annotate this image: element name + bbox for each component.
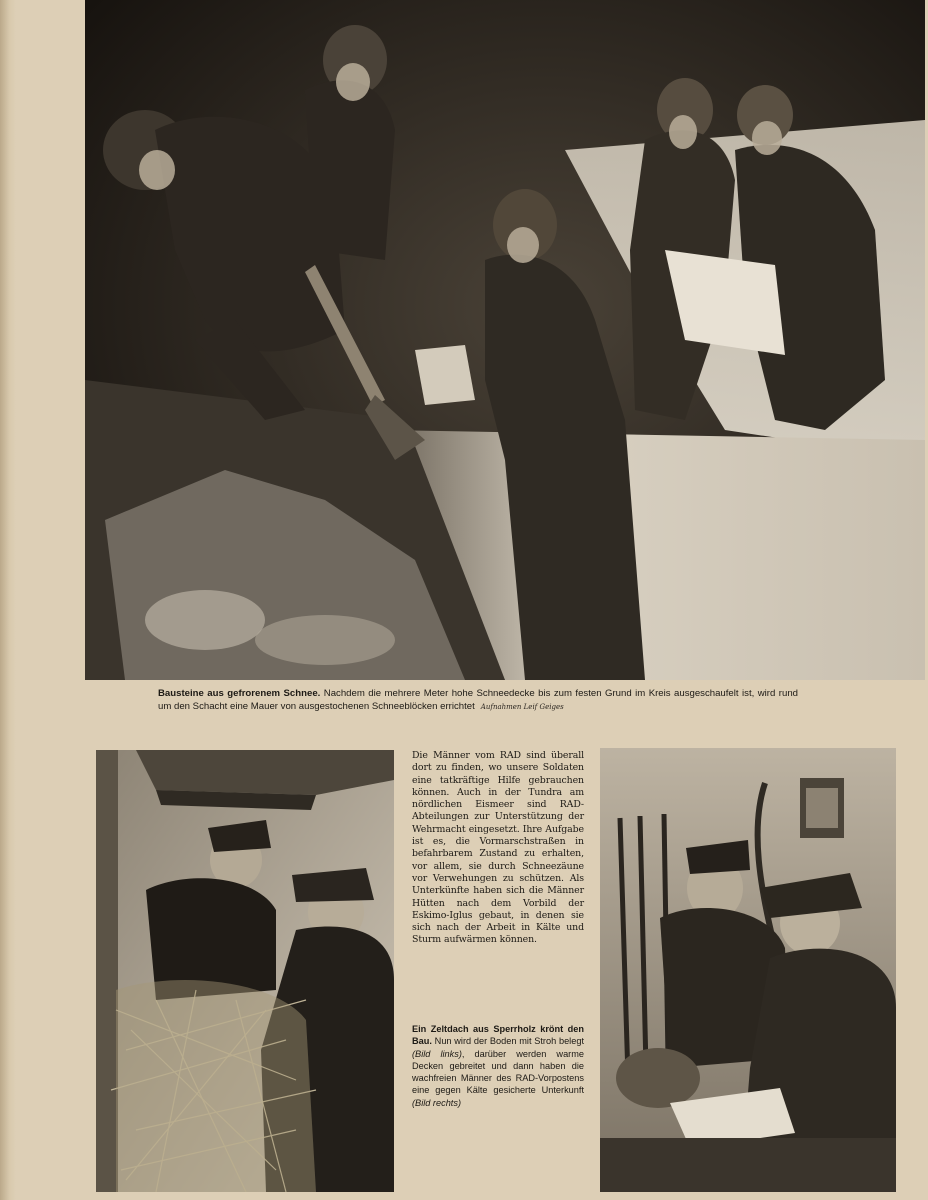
caption-mid-text-1: Nun wird der Boden mit Stroh belegt <box>431 1036 584 1047</box>
caption-mid <box>412 1023 584 1109</box>
article-text: Die Männer vom RAD sind überall dort zu finden, wo unsere Soldaten eine tatkräftige Hilfe gebrauchen können. Auch in der Tundra am nördlichen Eismeer sind RAD-Abteilungen zur Unterstützung der Wehrmacht eingesetzt. Ihre Aufgabe ist es, die Vormarschstraßen in befahrbarem Zustand zu erhalten, vor allem, sie durch Schneezäune vor Verwehungen zu schützen. Als Unterkünfte haben sich die Männer Hütten nach dem Vorbild der Eskimo-Iglus gebaut, in denen sie sich nach der Arbeit in Kälte und Sturm aufwärmen können. <box>412 750 584 946</box>
caption-top-text: Nachdem die mehrere Meter hohe Schneedecke bis zum festen Grund im Kreis ausgeschaufelt ist, wird rund um den Schacht eine Mauer von ausgestochenen Schneeblöcken errichtet <box>158 688 798 712</box>
photo-snow-blocks <box>85 0 925 680</box>
photo-straw <box>96 750 394 1192</box>
caption-mid-title: Ein Zeltdach aus Sperrholz krönt den Bau. <box>412 1024 584 1047</box>
caption-mid-ref-left: (Bild links) <box>412 1048 462 1059</box>
caption-top-title: Bausteine aus gefrorenem Schnee. <box>158 688 321 699</box>
photo-shelter <box>600 748 896 1192</box>
paper-fold <box>0 0 16 1200</box>
caption-mid-text-2: , darüber werden warme Decken gebreitet und dann haben die wachfreien Männer des RAD-Vorpostens eine gegen Kälte gesicherte Unterkunft <box>412 1048 585 1096</box>
caption-mid-ref-right: (Bild rechts) <box>412 1097 462 1108</box>
caption-top <box>158 687 798 714</box>
photo-credit: Aufnahmen Leif Geiges <box>480 703 564 711</box>
